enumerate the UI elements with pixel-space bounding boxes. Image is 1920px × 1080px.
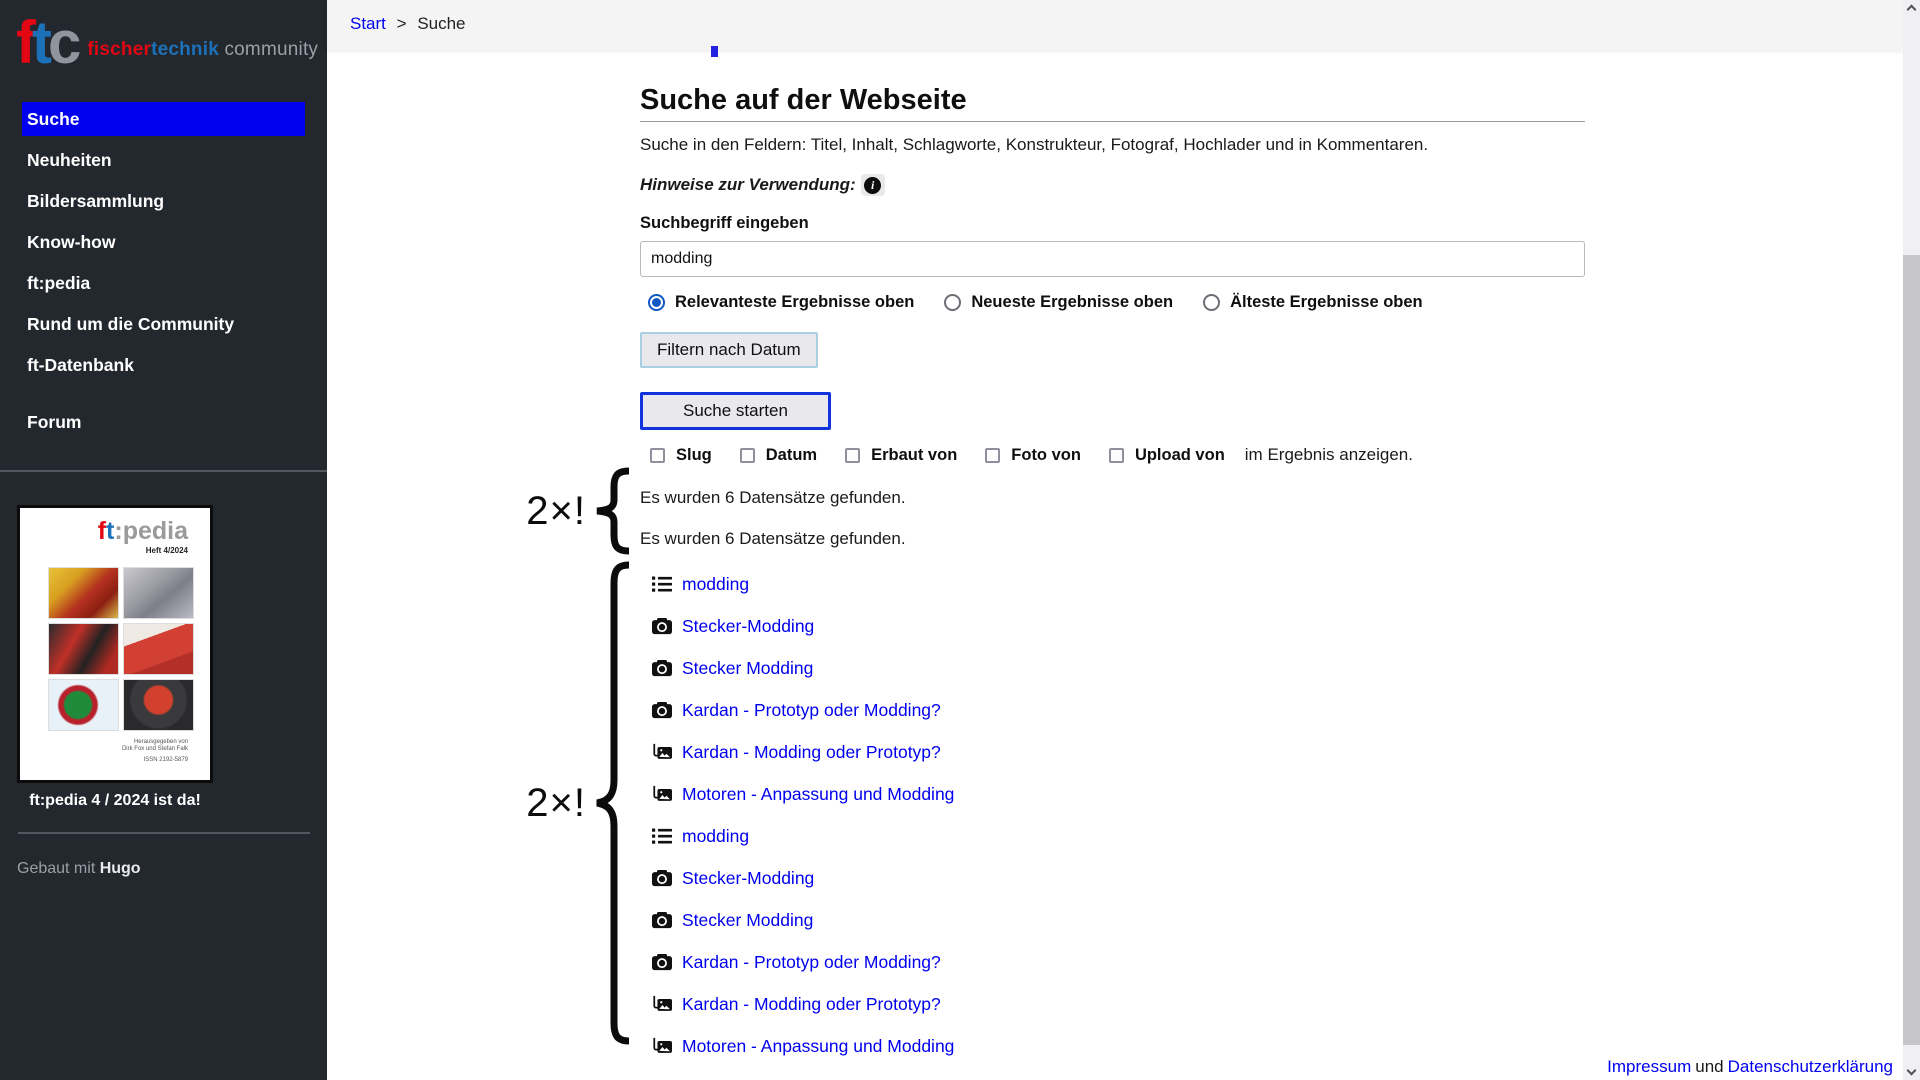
annotation-duplicate-counts [516,467,633,555]
issn-line: ISSN 2192-5879 [143,757,188,763]
camera-icon [652,869,672,887]
logo-ftc [16,10,77,76]
search-fields-note: Suche in den Feldern: Titel, Inhalt, Schlagworte, Konstrukteur, Fotograf, Hochlader und in Kommentaren. [640,135,1429,154]
impressum-link[interactable]: Impressum [1607,1057,1692,1076]
display-suffix: im Ergebnis anzeigen. [1244,445,1413,464]
list-item [640,773,1585,815]
hugo-link[interactable]: Hugo [99,860,141,877]
radio-label: Älteste Ergebnisse oben [1230,293,1423,311]
checkbox[interactable] [650,448,665,463]
cover-photo [48,623,119,675]
result-list [640,563,1585,1067]
list-item [640,1025,1585,1067]
footer-conjunction: und [1695,1057,1724,1076]
sidebar-item-suche[interactable]: Suche [22,102,305,136]
display-checkbox-option[interactable] [1109,446,1225,465]
hints-label: Hinweise zur Verwendung: [640,175,856,194]
result-count: Es wurden 6 Datensätze gefunden. [640,529,906,548]
cover-photo [48,567,119,619]
checkbox-label: Slug [676,445,712,464]
result-link[interactable]: Motoren - Anpassung und Modding [682,1035,955,1056]
cover-title [20,508,210,544]
annotation-2x-label: 2×! [526,488,586,533]
cover-photo [48,679,119,731]
cutoff-link-fragment [711,46,718,57]
list-item [640,815,1585,857]
checkbox-label: Foto von [1011,445,1081,464]
built-with [17,860,327,878]
logo-letter-t: t [31,9,48,76]
checkbox[interactable] [985,448,1000,463]
annotation-2x-label: 2×! [526,780,586,825]
result-link[interactable]: Kardan - Prototyp oder Modding? [682,699,941,720]
display-checkbox-option[interactable] [740,446,817,465]
breadcrumb-separator: > [396,14,407,33]
list-item [640,899,1585,941]
brace-icon [589,561,633,1045]
sidebar-nav [0,102,327,446]
radio-button[interactable] [1203,294,1220,311]
result-link[interactable]: Kardan - Modding oder Prototyp? [682,993,941,1014]
images-icon [652,743,672,761]
page-title: Suche auf der Webseite [640,86,1585,122]
result-count: Es wurden 6 Datensätze gefunden. [640,488,906,507]
cover-photo [123,679,194,731]
info-icon[interactable] [861,174,885,196]
camera-icon [652,911,672,929]
list-item [640,563,1585,605]
breadcrumb-current: Suche [417,14,466,33]
search-page [640,86,1585,1067]
sidebar-item-rund-um-die-community[interactable]: Rund um die Community [27,314,235,334]
cover-caption: ft:pedia 4 / 2024 ist da! [29,792,201,809]
sidebar-item-know-how[interactable]: Know-how [27,232,116,252]
sidebar-item-neuheiten[interactable]: Neuheiten [27,150,112,170]
camera-icon [652,701,672,719]
cover-photo [123,623,194,675]
search-input[interactable] [640,241,1585,277]
radio-label: Relevanteste Ergebnisse oben [675,293,915,311]
sort-option-neueste[interactable] [944,293,1173,312]
display-options-row [640,445,1585,465]
sidebar-item-bildersammlung[interactable]: Bildersammlung [27,191,165,211]
cover-title-f: f [97,517,107,545]
ftpedia-cover[interactable] [17,505,213,783]
sidebar-item-forum[interactable]: Forum [27,412,82,432]
checkbox-label: Erbaut von [871,445,958,464]
cover-issue: Heft 4/2024 [145,546,188,555]
checkbox[interactable] [1109,448,1124,463]
info-i-glyph [864,177,881,194]
sidebar-divider [0,470,327,472]
brand-text [87,39,318,61]
cover-title-rest: :pedia [114,517,188,545]
sidebar [0,0,327,1080]
footer [1607,1057,1893,1077]
usage-hints-row [640,174,1585,196]
display-checkbox-option[interactable] [985,446,1081,465]
result-link[interactable]: Kardan - Prototyp oder Modding? [682,951,941,972]
cover-photo-grid [48,567,194,731]
result-link[interactable]: Motoren - Anpassung und Modding [682,783,955,804]
breadcrumb [327,0,1903,50]
result-link[interactable]: Stecker Modding [682,909,814,930]
result-link[interactable]: Stecker-Modding [682,867,815,888]
logo-letter-f: f [16,9,32,76]
scroll-up-arrow[interactable] [1907,5,1917,15]
radio-button[interactable] [648,294,665,311]
display-checkbox-option[interactable] [650,446,712,465]
list-item [640,605,1585,647]
sidebar-divider [18,832,310,834]
datenschutz-link[interactable]: Datenschutzerklärung [1727,1057,1893,1076]
sort-option-aelteste[interactable] [1203,293,1423,312]
checkbox[interactable] [845,448,860,463]
publisher-line: Dirk Fox und Stefan Falk [121,746,188,752]
filter-by-date-button[interactable]: Filtern nach Datum [640,332,818,368]
result-link[interactable]: Stecker Modding [682,657,814,678]
scroll-down-arrow[interactable] [1907,1066,1917,1076]
breadcrumb-home-link[interactable]: Start [350,14,386,33]
sidebar-item-ft-datenbank[interactable]: ft-Datenbank [27,355,134,375]
checkbox-label: Datum [765,445,818,464]
camera-icon [652,617,672,635]
list-item [640,731,1585,773]
result-link[interactable]: Stecker-Modding [682,615,815,636]
start-search-button[interactable]: Suche starten [640,392,831,430]
built-with-prefix: Gebaut mit [17,860,100,877]
logo-letter-c: c [47,9,78,76]
scrollbar[interactable] [1903,0,1920,1080]
list-item [640,857,1585,899]
list-item [640,689,1585,731]
annotation-duplicate-results [516,561,633,1045]
search-term-label: Suchbegriff eingeben [640,214,809,232]
site-logo[interactable] [0,0,327,76]
brand-technik: technik [151,39,219,60]
list-icon [652,575,672,593]
list-item [640,647,1585,689]
display-checkbox-option[interactable] [845,446,957,465]
camera-icon [652,659,672,677]
cover-title-t: t [106,517,115,545]
cover-photo [123,567,194,619]
publisher-line: Herausgegeben von [133,739,188,745]
radio-label: Neueste Ergebnisse oben [971,293,1174,311]
result-link[interactable]: Kardan - Modding oder Prototyp? [682,741,941,762]
brace-icon [589,467,633,555]
images-icon [652,1037,672,1055]
checkbox[interactable] [740,448,755,463]
brand-fischer: fischer [87,39,152,60]
list-icon [652,827,672,845]
camera-icon [652,953,672,971]
list-item [640,983,1585,1025]
radio-button[interactable] [944,294,961,311]
result-link[interactable]: modding [682,825,750,846]
brand-community: community [218,39,319,60]
images-icon [652,785,672,803]
sort-options [640,293,1585,312]
cover-publisher [20,739,210,764]
sort-option-relevanteste[interactable] [648,293,914,312]
list-item [640,941,1585,983]
images-icon [652,995,672,1013]
sidebar-item-ftpedia[interactable]: ft:pedia [27,273,91,293]
scrollbar-thumb[interactable] [1903,255,1920,1045]
result-link[interactable]: modding [682,573,750,594]
checkbox-label: Upload von [1134,445,1225,464]
